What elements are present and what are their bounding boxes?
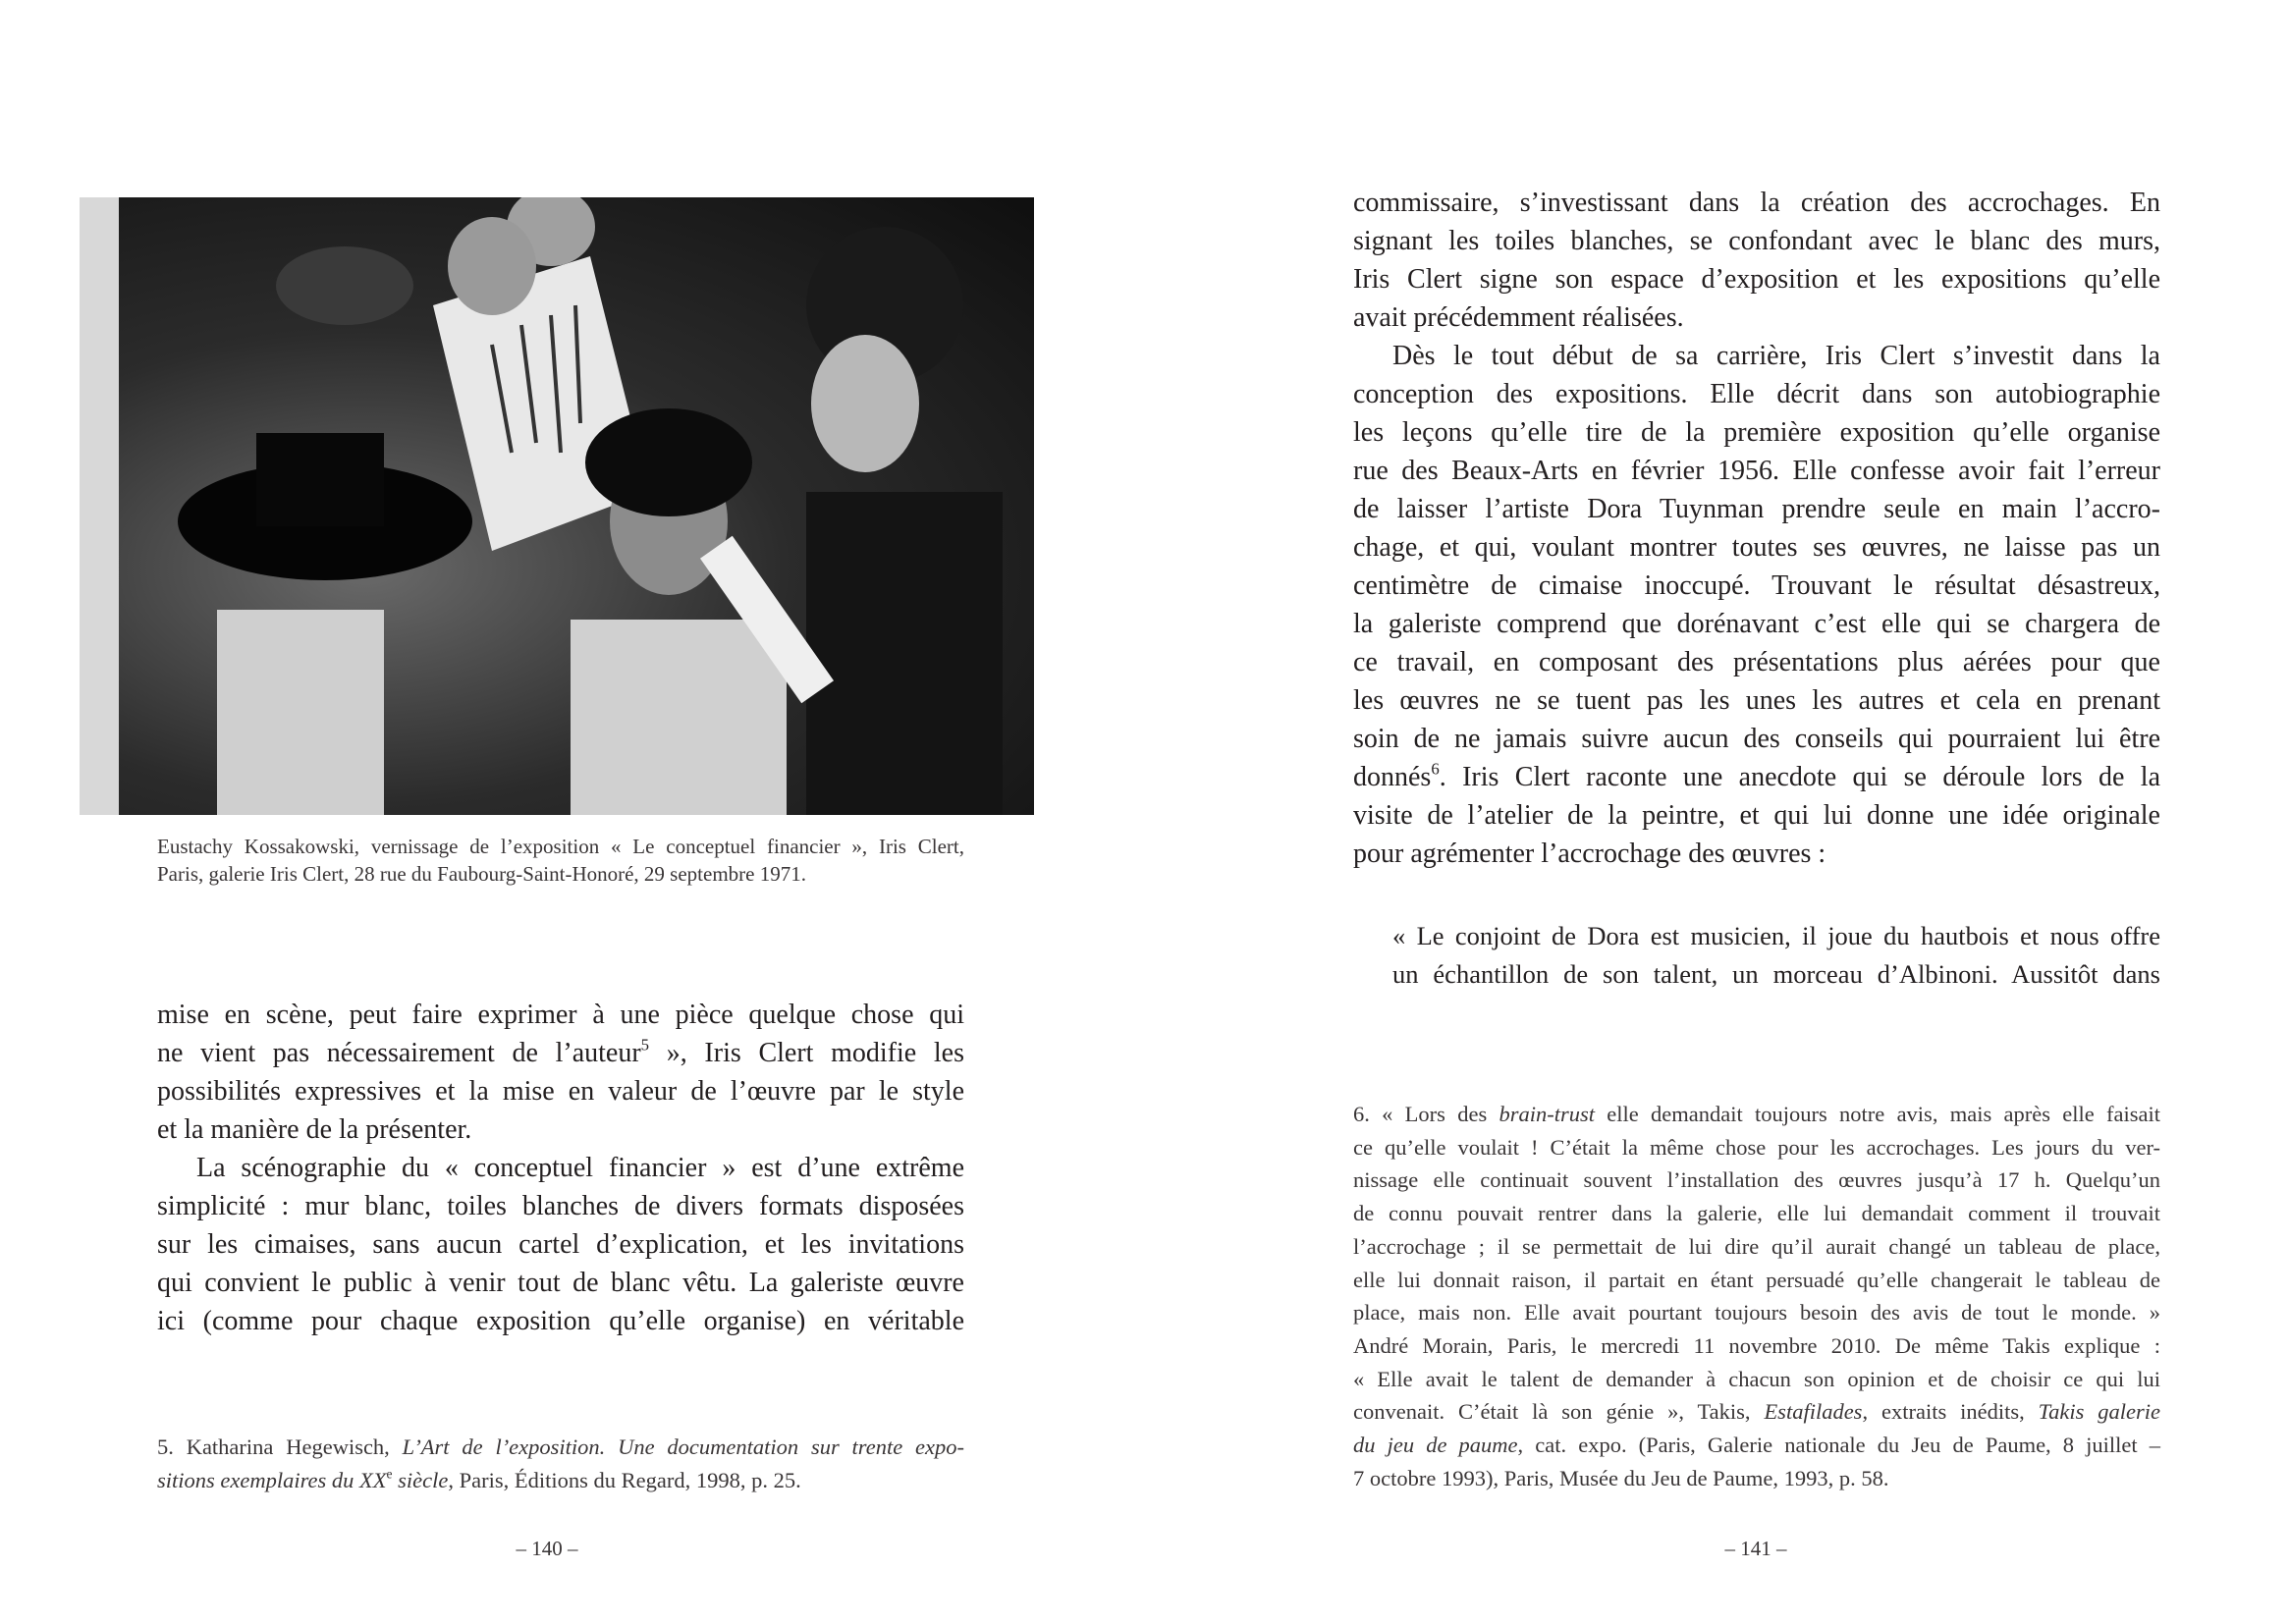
text-line: sur les cimaises, sans aucun cartel d’explication, et les invitations	[157, 1229, 964, 1260]
footnote-line: elle lui donnait raison, il partait en étant persuadé qu’elle changerait le tableau de	[1353, 1267, 2160, 1292]
footnote-6	[1353, 1098, 2160, 1494]
text-segment: donnés	[1353, 762, 1432, 792]
text-line	[1353, 758, 2160, 796]
book-title: siècle	[392, 1467, 449, 1492]
text-line: pour agrémenter l’accrochage des œuvres :	[1353, 839, 1826, 869]
footnote-line: « Elle avait le talent de demander à chacun son opinion et de choisir ce qui lui	[1353, 1366, 2160, 1391]
footnote-line: ce qu’elle voulait ! C’était la même chose pour les accrochages. Les jours du ver-	[1353, 1134, 2160, 1160]
body-text-right	[1353, 184, 2160, 873]
text-line: qui convient le public à venir tout de blanc vêtu. La galeriste œuvre	[157, 1268, 964, 1298]
page-number-right: – 141 –	[1724, 1537, 1787, 1560]
text-line: commissaire, s’investissant dans la création des accrochages. En	[1353, 188, 2160, 218]
footnote-ref-5: 5	[640, 1035, 650, 1055]
book-title: L’Art de l’exposition. Une documentation sur trente expo-	[402, 1435, 964, 1459]
book-title: sitions exemplaires du XX	[157, 1467, 387, 1492]
text-segment: . Iris Clert raconte une anecdote qui se déroule lors de la	[1439, 762, 2160, 792]
text-line: simplicité : mur blanc, toiles blanches de divers formats disposées	[157, 1191, 964, 1221]
quote-line: un échantillon de son talent, un morceau d’Albinoni. Aussitôt dans	[1392, 959, 2160, 989]
photo-caption	[157, 833, 964, 888]
footnote-line: nissage elle continuait souvent l’installation des œuvres jusqu’à 17 h. Quelqu’un	[1353, 1167, 2160, 1193]
text-segment: convenait. C’était là son génie », Takis,	[1353, 1399, 1765, 1425]
text-line: de laisser l’artiste Dora Tuynman prendre seule en main l’accro-	[1353, 494, 2160, 524]
text-line: ce travail, en composant des présentations plus aérées pour que	[1353, 647, 2160, 677]
footnote-line: de connu pouvait rentrer dans la galerie, elle lui demandait comment il trouvait	[1353, 1201, 2160, 1226]
caption-line: Eustachy Kossakowski, vernissage de l’exposition « Le conceptuel financier », Iris Clert,	[157, 835, 964, 858]
text-line: rue des Beaux-Arts en février 1956. Elle confesse avoir fait l’erreur	[1353, 456, 2160, 486]
footnote-line	[1353, 1098, 2160, 1131]
text-segment: elle demandait toujours notre avis, mais après elle faisait	[1595, 1102, 2160, 1126]
footnote-line	[1353, 1429, 2160, 1462]
text-line: chage, et qui, voulant montrer toutes ses œuvres, ne laisse pas un	[1353, 532, 2160, 563]
footnote-ref-6: 6	[1431, 759, 1440, 779]
text-line: Dès le tout début de sa carrière, Iris Clert s’investit dans la	[1392, 341, 2160, 371]
text-line: La scénographie du « conceptuel financier » est d’une extrême	[196, 1153, 964, 1183]
photograph-vernissage	[80, 197, 1034, 815]
footnote-line: André Morain, Paris, le mercredi 11 novembre 2010. De même Takis explique :	[1353, 1332, 2160, 1358]
text-line: avait précédemment réalisées.	[1353, 302, 1684, 333]
quote-line: « Le conjoint de Dora est musicien, il joue du hautbois et nous offre	[1392, 921, 2160, 950]
text-line: possibilités expressives et la mise en valeur de l’œuvre par le style	[157, 1076, 964, 1107]
body-text-left	[157, 996, 964, 1340]
text-segment: », Iris Clert modifie les	[649, 1038, 964, 1068]
text-line: signant les toiles blanches, se confondant avec le blanc des murs,	[1353, 226, 2160, 256]
text-line: visite de l’atelier de la peintre, et qui lui donne une idée originale	[1353, 800, 2160, 831]
text-line: conception des expositions. Elle décrit dans son autobiographie	[1353, 379, 2160, 409]
book-title: du jeu de paume	[1353, 1433, 1518, 1458]
book-title: Estafilades	[1764, 1399, 1863, 1425]
text-line: soin de ne jamais suivre aucun des conseils qui pourraient lui être	[1353, 724, 2160, 754]
text-line: et la manière de la présenter.	[157, 1114, 472, 1145]
text-segment: 5. Katharina Hegewisch,	[157, 1435, 403, 1459]
block-quote	[1392, 917, 2160, 994]
page-number-left: – 140 –	[516, 1537, 578, 1560]
text-line: les leçons qu’elle tire de la première exposition qu’elle organise	[1353, 417, 2160, 448]
text-segment: ne vient pas nécessairement de l’auteur	[157, 1038, 641, 1068]
footnote-line: l’accrochage ; il se permettait de lui dire qu’il aurait changé un tableau de place,	[1353, 1233, 2160, 1259]
photo-illustration	[80, 197, 1034, 815]
text-line: Iris Clert signe son espace d’exposition et les expositions qu’elle	[1353, 264, 2160, 295]
text-line: mise en scène, peut faire exprimer à une pièce quelque chose qui	[157, 1000, 964, 1030]
text-line	[157, 1034, 964, 1072]
footnote-line: 7 octobre 1993), Paris, Musée du Jeu de Paume, 1993, p. 58.	[1353, 1465, 1889, 1490]
text-line: ici (comme pour chaque exposition qu’elle organise) en véritable	[157, 1306, 964, 1336]
footnote-line	[1353, 1395, 2160, 1429]
footnote-line	[157, 1464, 964, 1497]
text-line: la galeriste comprend que dorénavant c’est elle qui se chargera de	[1353, 609, 2160, 639]
book-title: Takis galerie	[2038, 1399, 2160, 1425]
footnote-line: place, mais non. Elle avait pourtant toujours besoin des avis de tout le monde. »	[1353, 1300, 2160, 1326]
text-line: les œuvres ne se tuent pas les unes les autres et cela en prenant	[1353, 685, 2160, 716]
italic-term: brain-trust	[1499, 1102, 1595, 1126]
text-line: centimètre de cimaise inoccupé. Trouvant le résultat désastreux,	[1353, 570, 2160, 601]
text-segment: , cat. expo. (Paris, Galerie nationale du Jeu de Paume, 8 juillet –	[1517, 1433, 2160, 1458]
text-segment: 6. « Lors des	[1353, 1102, 1499, 1126]
footnote-line	[157, 1431, 964, 1464]
caption-line: Paris, galerie Iris Clert, 28 rue du Faubourg-Saint-Honoré, 29 septembre 1971.	[157, 862, 806, 886]
superscript: e	[386, 1466, 393, 1482]
text-segment: , Paris, Éditions du Regard, 1998, p. 25.	[448, 1467, 801, 1492]
footnote-5	[157, 1431, 964, 1496]
text-segment: , extraits inédits,	[1862, 1399, 2039, 1425]
